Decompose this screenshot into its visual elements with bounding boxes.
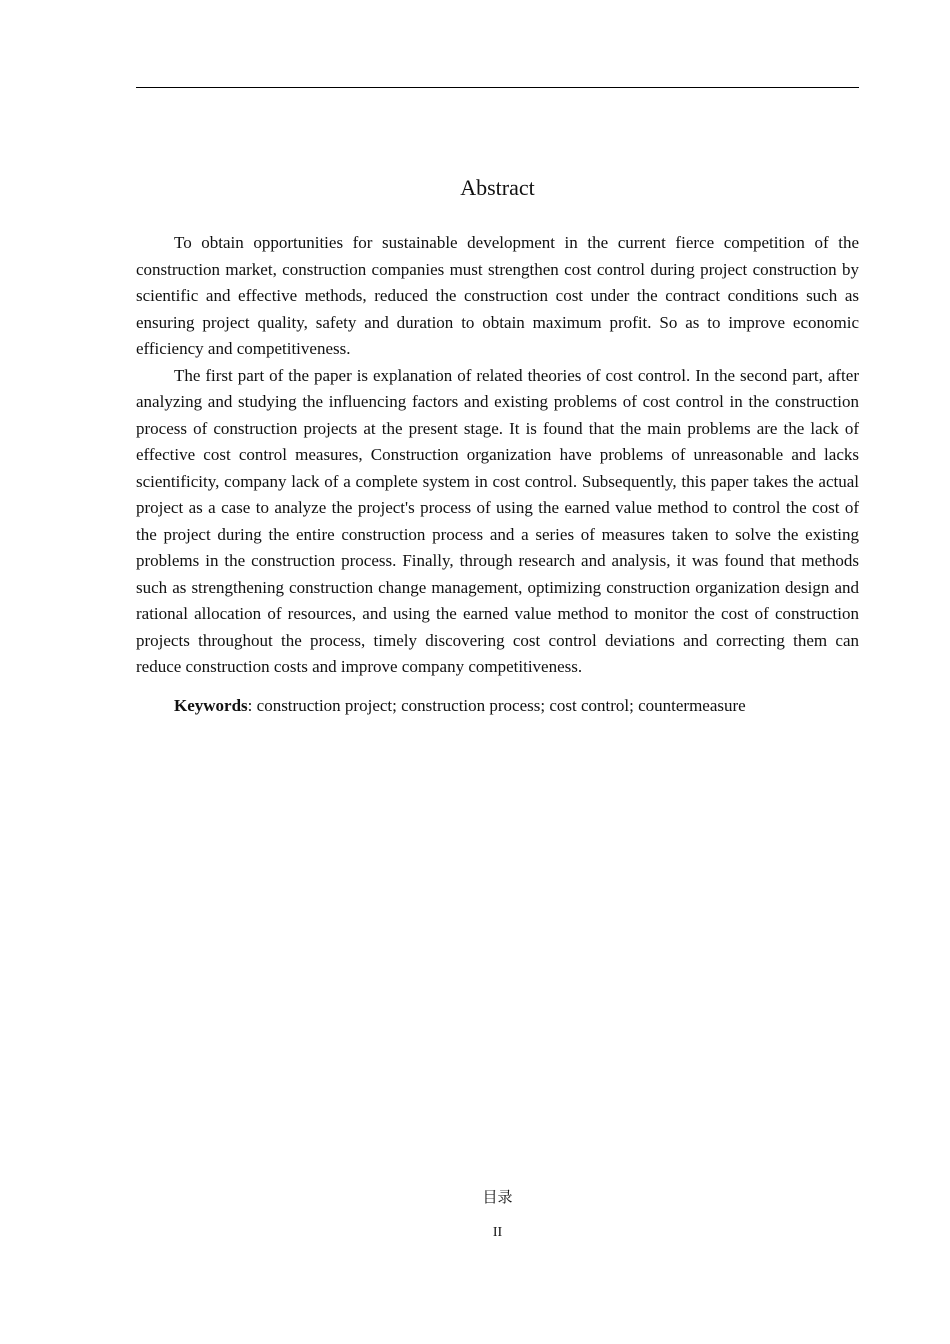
- abstract-paragraph-2: The first part of the paper is explanation of related theories of cost control. In the second part, after analyzing and studying the influencing factors and existing problems of cost control in the construction process of construction projects at the present stage. It is found that the main problems are the lack of effective cost control measures, Construction organization have problems of unreasonable and lacks scientificity, company lack of a complete system in cost control. Subsequently, this paper takes the actual project as a case to analyze the project's process of using the earned value method to control the cost of the project during the entire construction process and a series of measures taken to solve the existing problems in the construction process. Finally, through research and analysis, it was found that methods such as strengthening construction change management, optimizing construction organization design and rational allocation of resources, and using the earned value method to monitor the cost of construction projects throughout the process, timely discovering cost control deviations and correcting them can reduce construction costs and improve company competitiveness.: [136, 365, 859, 676]
- abstract-paragraph-1: To obtain opportunities for sustainable development in the current fierce competition of the construction market, construction companies must strengthen cost control during project construction by scientific and effective methods, reduced the construction cost under the contract conditions such as ensuring project quality, safety and duration to obtain maximum profit. So as to improve economic efficiency and competitiveness.: [136, 233, 859, 358]
- keywords-text: : construction project; construction process; cost control; countermeasure: [247, 695, 746, 715]
- keywords-label: Keywords: [174, 695, 248, 715]
- abstract-title: Abstract: [460, 175, 535, 200]
- abstract-body: [136, 230, 859, 719]
- toc-link[interactable]: 目录: [482, 1188, 513, 1206]
- keywords-line: [136, 693, 859, 720]
- header-rule: [136, 87, 859, 88]
- page-number: II: [492, 1225, 503, 1240]
